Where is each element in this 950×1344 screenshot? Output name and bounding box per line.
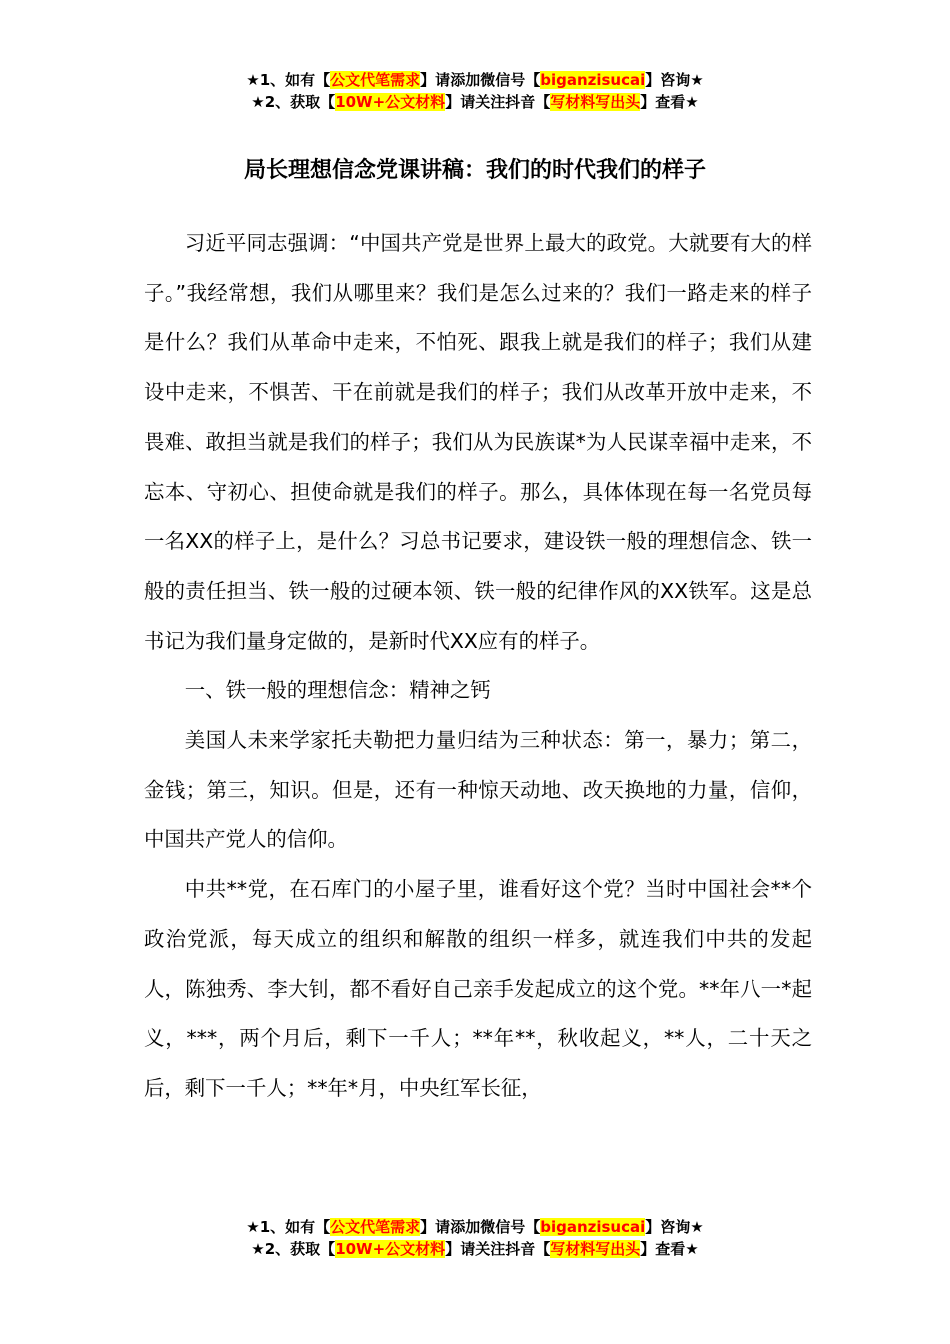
promo-highlight: 10W+公文材料 (335, 93, 446, 111)
promo-text: 】查看★ (640, 93, 699, 111)
promo-text: 添加 (450, 71, 481, 89)
promo-text: 】查看★ (640, 1240, 699, 1258)
promo-highlight: 写材料写出头 (550, 93, 641, 111)
promo-line-1 (0, 69, 950, 91)
promo-text: 关注 (475, 93, 506, 111)
promo-line-2 (0, 1238, 950, 1260)
promo-text: ★2、获取【 (251, 1240, 336, 1258)
promo-text: 】咨询★ (645, 1218, 704, 1236)
promo-banner-top (0, 69, 950, 113)
promo-text: 抖音【 (505, 1240, 551, 1258)
promo-banner-bottom (0, 1216, 950, 1260)
promo-highlight: 公文代笔需求 (330, 71, 421, 89)
paragraph: 美国人未来学家托夫勒把力量归结为三种状态：第一，暴力；第二，金钱；第三，知识。但是，还有一种惊天动地、改天换地的力量，信仰，中国共产党人的信仰。 (144, 728, 812, 852)
section-heading: 一、铁一般的理想信念：精神之钙 (184, 678, 491, 703)
promo-line-1 (0, 1216, 950, 1238)
promo-highlight: 写材料写出头 (550, 1240, 641, 1258)
document-body (144, 219, 812, 1114)
promo-text: 】请 (420, 1218, 451, 1236)
promo-highlight: 公文代笔需求 (330, 1218, 421, 1236)
promo-text: ★1、如有【 (246, 1218, 331, 1236)
promo-text: 添加 (450, 1218, 481, 1236)
paragraph: 中共**党，在石库门的小屋子里，谁看好这个党？当时中国社会**个政治党派，每天成立的组织和解散的组织一样多，就连我们中共的发起人，陈独秀、李大钊，都不看好自己亲手发起成立的这个党。**年八一*起义，***，两个月后，剩下一千人；**年**，秋收起义，**人，二十天之后，剩下一千人；**年*月，中央红军长征， (144, 877, 812, 1100)
promo-highlight: biganzisucai (540, 71, 646, 89)
promo-line-2 (0, 91, 950, 113)
document-title: 局长理想信念党课讲稿：我们的时代我们的样子 (243, 158, 706, 183)
paragraph: 习近平同志强调：“中国共产党是世界上最大的政党。大就要有大的样子。”我经常想，我们从哪里来？我们是怎么过来的？我们一路走来的样子是什么？我们从革命中走来，不怕死、跟我上就是我们的样子；我们从建设中走来，不惧苦、干在前就是我们的样子；我们从改革开放中走来，不畏难、敢担当就是我们的样子；我们从为民族谋*为人民谋幸福中走来，不忘本、守初心、担使命就是我们的样子。那么，具体体现在每一名党员每一名XX的样子上，是什么？习总书记要求，建设铁一般的理想信念、铁一般的责任担当、铁一般的过硬本领、铁一般的纪律作风的XX铁军。这是总书记为我们量身定做的，是新时代XX应有的样子。 (144, 231, 812, 653)
promo-text: 】请 (445, 93, 476, 111)
promo-text: ★1、如有【 (246, 71, 331, 89)
promo-highlight: biganzisucai (540, 1218, 646, 1236)
promo-text: 微信号【 (480, 71, 541, 89)
promo-text: 微信号【 (480, 1218, 541, 1236)
promo-text: ★2、获取【 (251, 93, 336, 111)
promo-text: 抖音【 (505, 93, 551, 111)
promo-text: 】咨询★ (645, 71, 704, 89)
promo-text: 】请 (445, 1240, 476, 1258)
promo-highlight: 10W+公文材料 (335, 1240, 446, 1258)
promo-text: 关注 (475, 1240, 506, 1258)
promo-text: 】请 (420, 71, 451, 89)
